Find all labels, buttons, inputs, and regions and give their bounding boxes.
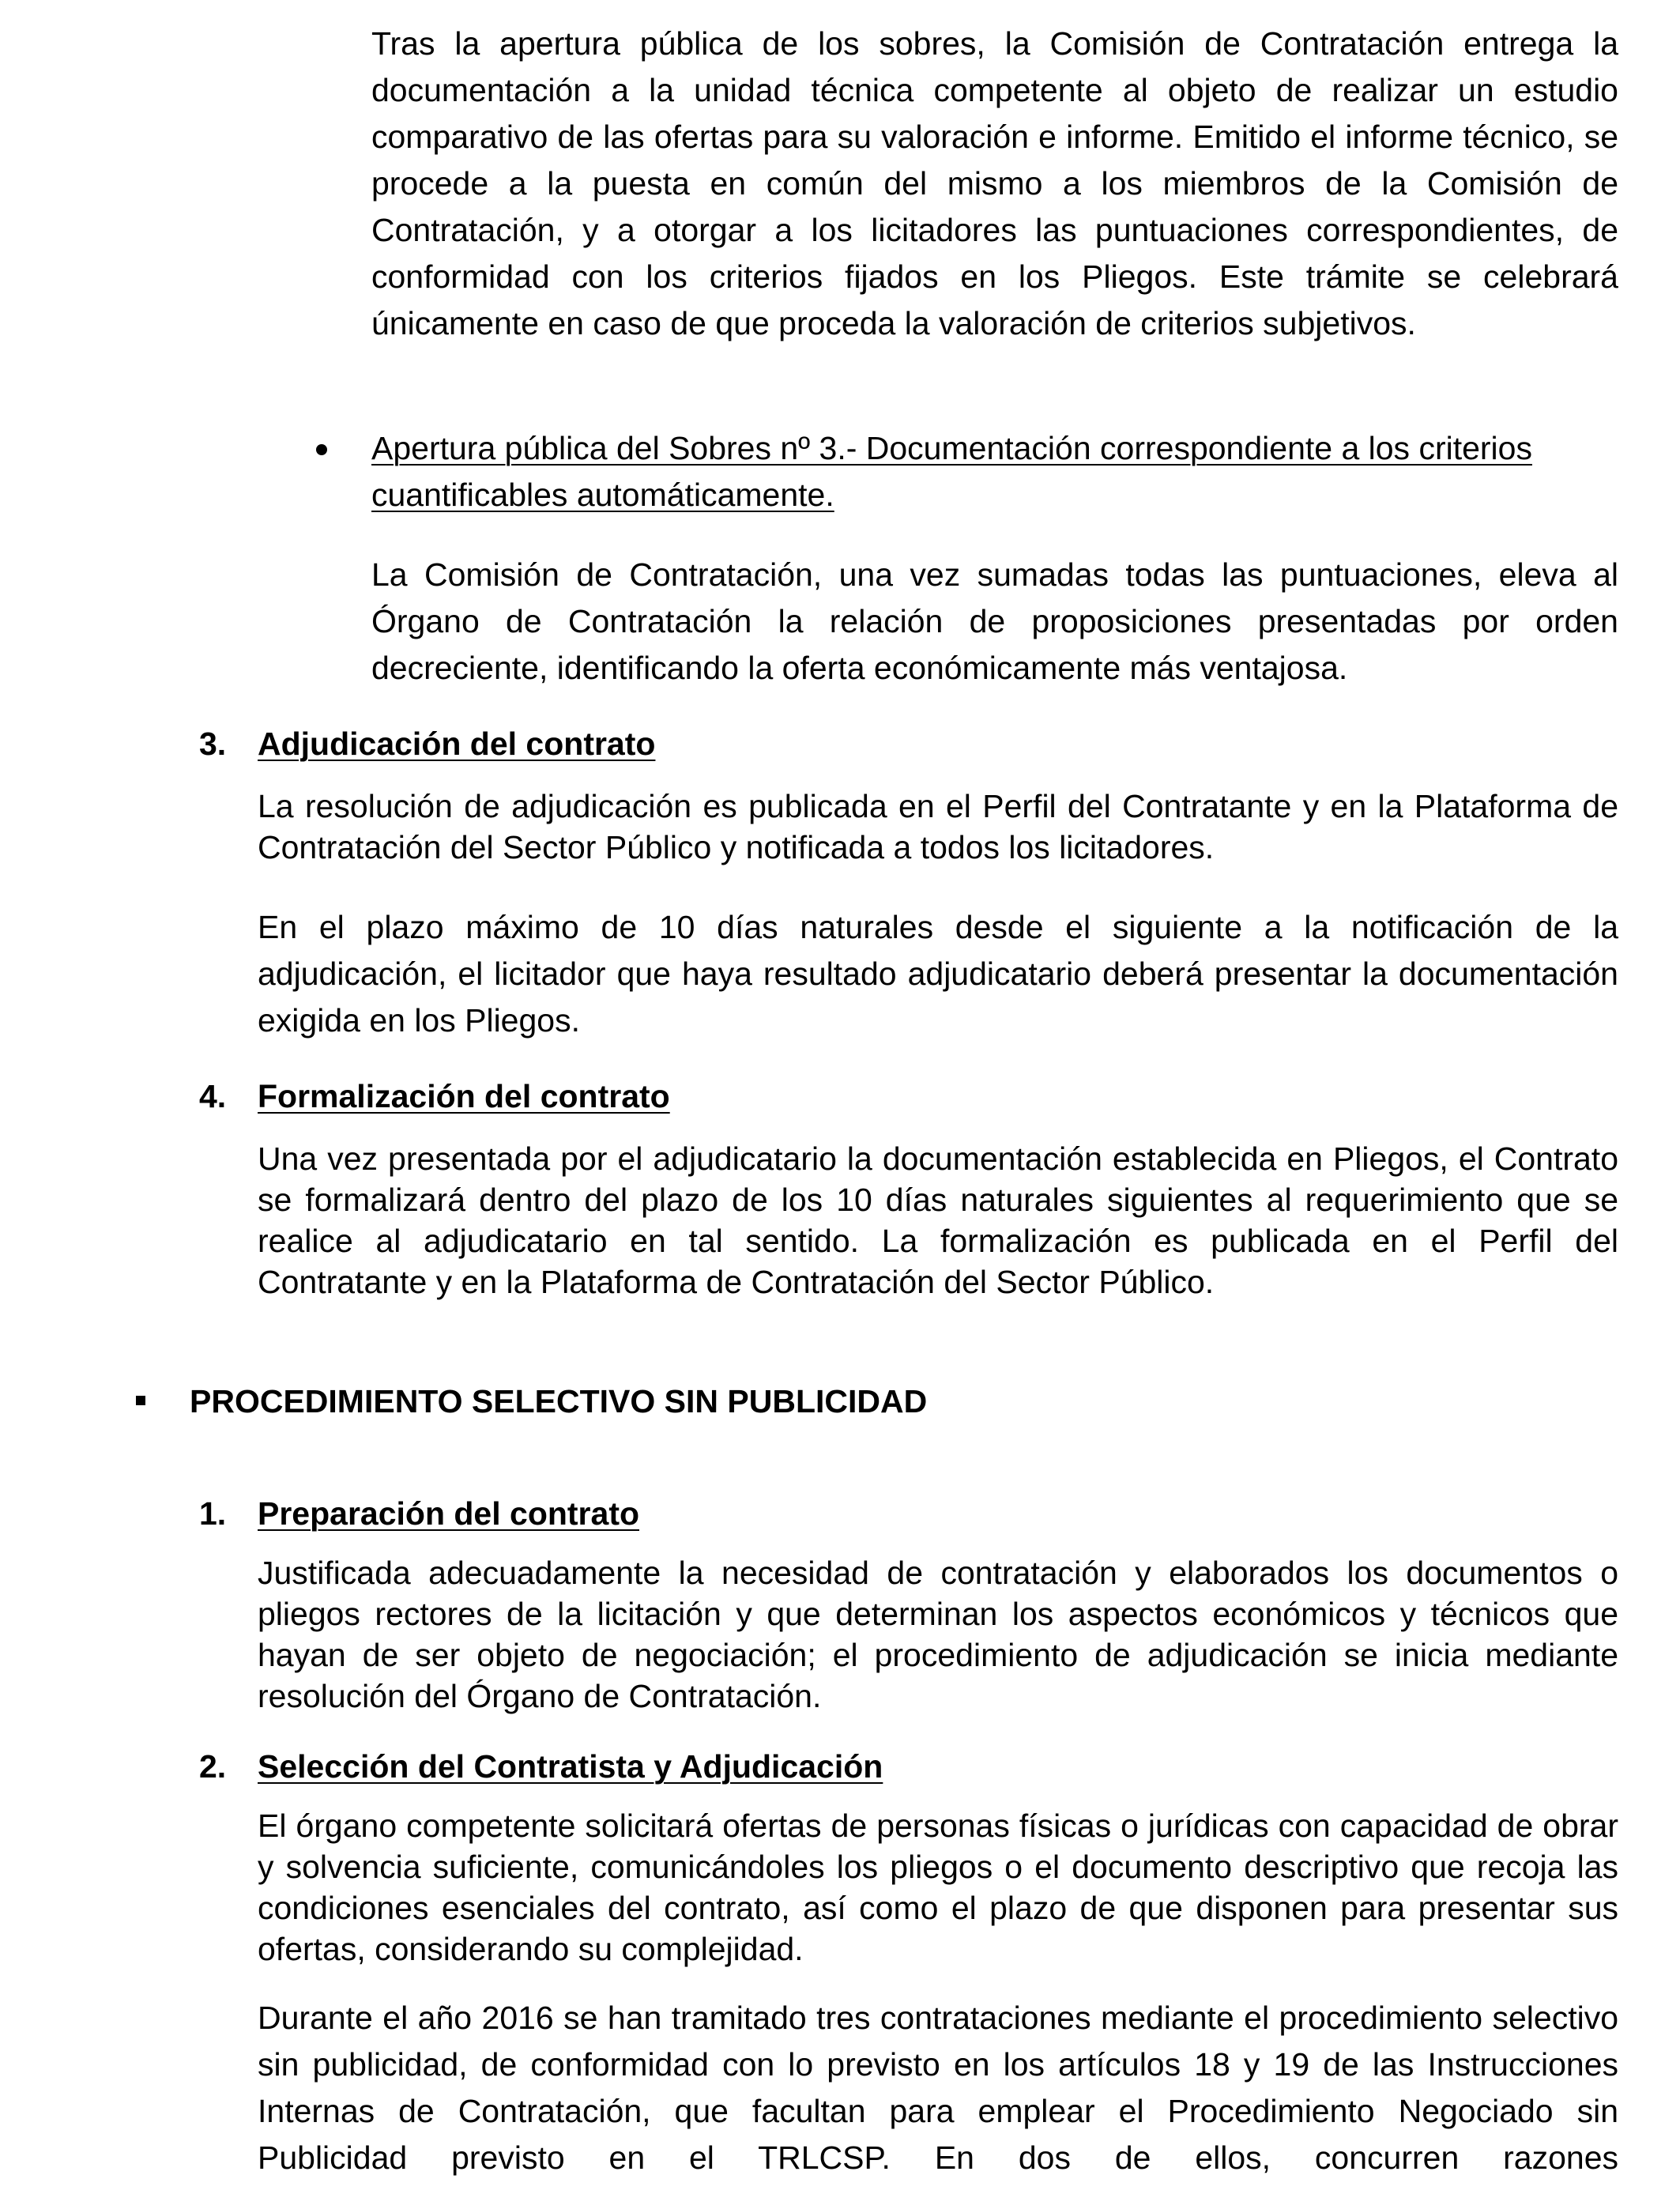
section-number: 1. — [199, 1495, 227, 1532]
square-bullet-icon — [136, 1396, 145, 1405]
paragraph-adjudicacion-1: La resolución de adjudicación es publicada en el Perfil del Contratante y en la Plataforma de Contratación del Sector Público y notificada a todos los licitadores. — [258, 788, 1618, 865]
section-title-seleccion: Selección del Contratista y Adjudicación — [258, 1748, 883, 1785]
section-number: 4. — [199, 1078, 227, 1114]
bullet-sobre-3-title: Apertura pública del Sobres nº 3.- Documentación correspondiente a los criterios cuantificables automáticamente. — [371, 430, 1532, 513]
paragraph-apertura-sobres: Tras la apertura pública de los sobres, la Comisión de Contratación entrega la documentación a la unidad técnica competente al objeto de realizar un estudio comparativo de las ofertas para su valoración e informe. Emitido el informe técnico, se procede a la puesta en común del mismo a los miembros de la Comisión de Contratación, y a otorgar a los licitadores las puntuaciones correspondientes, de conformidad con los criterios fijados en los Pliegos. Este trámite se celebrará únicamente en caso de que proceda la valoración de criterios subjetivos. — [371, 25, 1618, 341]
paragraph-adjudicacion-2: En el plazo máximo de 10 días naturales desde el siguiente a la notificación de la adjudicación, el licitador que haya resultado adjudicatario deberá presentar la documentación exigida en los Pliegos. — [258, 909, 1618, 1039]
section-title-formalizacion: Formalización del contrato — [258, 1078, 670, 1114]
paragraph-seleccion-2: Durante el año 2016 se han tramitado tres contrataciones mediante el procedimiento selectivo sin publicidad, de conformidad con lo previsto en los artículos 18 y 19 de las Instrucciones Internas de Contratación, que facultan para emplear el Procedimiento Negociado sin Publicidad previsto en el TRLCSP. En dos de ellos, concurren razones — [258, 2000, 1618, 2176]
paragraph-formalizacion: Una vez presentada por el adjudicatario la documentación establecida en Pliegos, el Contrato se formalizará dentro del plazo de los 10 días naturales siguientes al requerimiento que se realice al adjudicatario en tal sentido. La formalización es publicada en el Perfil del Contratante y en la Plataforma de Contratación del Sector Público. — [258, 1140, 1618, 1300]
procedure-title: PROCEDIMIENTO SELECTIVO SIN PUBLICIDAD — [190, 1383, 928, 1419]
paragraph-preparacion: Justificada adecuadamente la necesidad de contratación y elaborados los documentos o pliegos rectores de la licitación y que determinan los aspectos económicos y técnicos que hayan de ser objeto de negociación; el procedimiento de adjudicación se inicia mediante resolución del Órgano de Contratación. — [258, 1555, 1618, 1714]
section-number: 3. — [199, 726, 227, 762]
section-title-preparacion: Preparación del contrato — [258, 1495, 640, 1532]
paragraph-sobre-3: La Comisión de Contratación, una vez sumadas todas las puntuaciones, eleva al Órgano de Contratación la relación de proposiciones presentadas por orden decreciente, identificando la oferta económicamente más ventajosa. — [371, 556, 1618, 686]
bullet-icon — [316, 444, 327, 455]
section-number: 2. — [199, 1748, 227, 1785]
paragraph-seleccion-1: El órgano competente solicitará ofertas de personas físicas o jurídicas con capacidad de obrar y solvencia suficiente, comunicándoles los pliegos o el documento descriptivo que recoja las condiciones esenciales del contrato, así como el plazo de que disponen para presentar sus ofertas, considerando su complejidad. — [258, 1808, 1618, 1967]
section-title-adjudicacion: Adjudicación del contrato — [258, 726, 656, 762]
